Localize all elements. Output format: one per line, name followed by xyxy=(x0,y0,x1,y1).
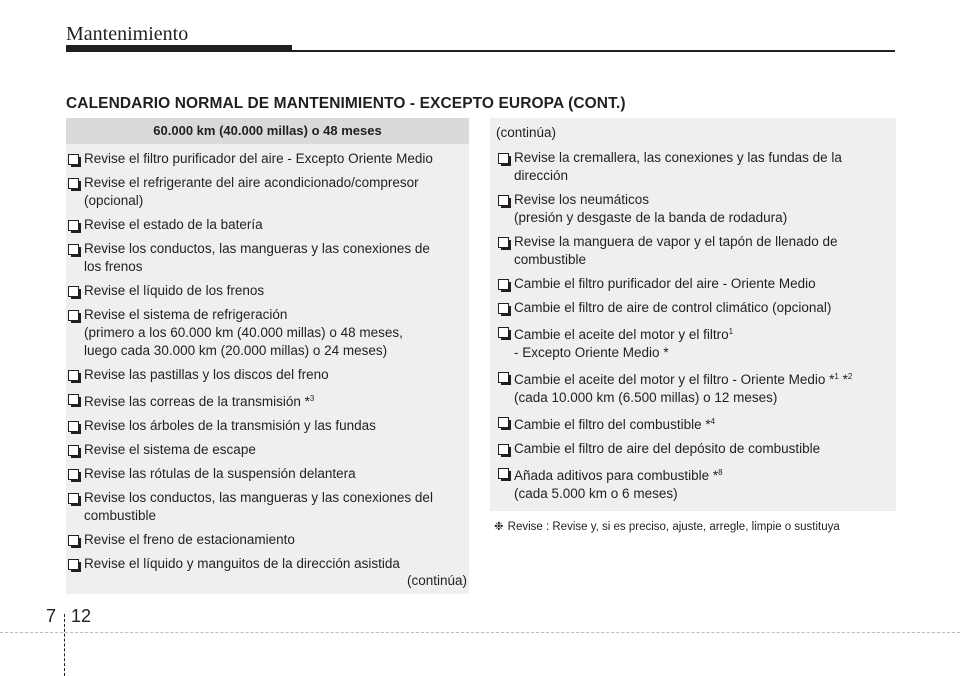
checklist-item-text: Revise los neumáticos xyxy=(514,192,650,207)
footnote-ref: 2 xyxy=(847,372,853,381)
checkbox-icon xyxy=(68,220,79,231)
checklist-item-text: Revise la manguera de vapor y el tapón de llenado de xyxy=(514,234,838,249)
checklist-item-text: los frenos xyxy=(84,259,143,274)
checklist-item xyxy=(66,216,469,234)
checklist-item-text: combustible xyxy=(514,252,587,267)
checklist-item-text: dirección xyxy=(514,168,569,183)
checklist-item xyxy=(66,240,469,276)
checklist-item-text: Cambie el filtro de aire de control climático (opcional) xyxy=(514,300,832,315)
checkbox-icon xyxy=(498,195,509,206)
checklist-item xyxy=(66,282,469,300)
checklist-item xyxy=(496,440,896,458)
footer-rule xyxy=(0,632,960,633)
checklist-item xyxy=(66,417,469,435)
checklist-item-text: Cambie el filtro de aire del depósito de combustible xyxy=(514,441,821,456)
checklist-item-text: Revise el sistema de refrigeración xyxy=(84,307,288,322)
checklist-item xyxy=(66,555,469,573)
header-rule-accent xyxy=(66,45,292,52)
checklist-item-text: Revise las correas de la transmisión *$^3$ xyxy=(84,394,315,409)
checklist-item-text: Cambie el aceite del motor y el filtro$^1$ xyxy=(514,327,734,342)
footnote-ref: 3 xyxy=(309,394,315,403)
checklist-item-text: Revise el sistema de escape xyxy=(84,442,256,457)
interval-heading: 60.000 km (40.000 millas) o 48 meses xyxy=(66,118,469,144)
checklist-item xyxy=(496,149,896,185)
maintenance-list-left xyxy=(66,144,469,573)
checklist-item xyxy=(496,413,896,434)
checklist-item xyxy=(66,150,469,168)
checkbox-icon xyxy=(498,327,509,338)
checklist-item-text: Revise el refrigerante del aire acondicionado/compresor xyxy=(84,175,419,190)
checklist-item-text: (opcional) xyxy=(84,193,144,208)
checklist-item-text: luego cada 30.000 km (20.000 millas) o 24 meses) xyxy=(84,343,388,358)
footnote-mark: ❉ xyxy=(494,521,504,533)
checklist-item-text: Cambie el filtro del combustible *$^4$ xyxy=(514,417,716,432)
checkbox-icon xyxy=(68,286,79,297)
checkbox-icon xyxy=(498,417,509,428)
checklist-item-text: Añada aditivos para combustible *$^8$ xyxy=(514,468,723,483)
checklist-item xyxy=(66,366,469,384)
checklist-item xyxy=(496,323,896,362)
checklist-item-text: Revise las rótulas de la suspensión delantera xyxy=(84,466,356,481)
checkbox-icon xyxy=(68,244,79,255)
checkbox-icon xyxy=(68,445,79,456)
checklist-item xyxy=(496,191,896,227)
checklist-item xyxy=(496,233,896,269)
checklist-item-text: Revise los árboles de la transmisión y las fundas xyxy=(84,418,376,433)
checklist-item-text: (primero a los 60.000 km (40.000 millas) o 48 meses, xyxy=(84,325,403,340)
checklist-item-text: Revise el líquido y manguitos de la dirección asistida xyxy=(84,556,400,571)
maintenance-panel-right xyxy=(490,118,896,511)
checklist-item-text: Revise el filtro purificador del aire - Excepto Oriente Medio xyxy=(84,151,433,166)
checklist-item xyxy=(66,531,469,549)
checkbox-icon xyxy=(68,493,79,504)
footnote-ref: 1 xyxy=(728,327,734,336)
checklist-item-text: Revise el freno de estacionamiento xyxy=(84,532,295,547)
checklist-item-text: Revise el estado de la batería xyxy=(84,217,263,232)
page-number: 12 xyxy=(71,606,92,626)
checklist-item-text: Cambie el filtro purificador del aire - Oriente Medio xyxy=(514,276,816,291)
checkbox-icon xyxy=(498,279,509,290)
checklist-item xyxy=(496,275,896,293)
checklist-item xyxy=(66,489,469,525)
checklist-item xyxy=(66,390,469,411)
checkbox-icon xyxy=(68,310,79,321)
checkbox-icon xyxy=(68,154,79,165)
checkbox-icon xyxy=(68,421,79,432)
maintenance-list-right xyxy=(490,142,896,503)
checklist-item xyxy=(496,299,896,317)
continued-label: (continúa) xyxy=(406,573,467,588)
checklist-item-text: - Excepto Oriente Medio * xyxy=(514,345,669,360)
checkbox-icon xyxy=(68,178,79,189)
checklist-item-text: Revise los conductos, las mangueras y las conexiones del xyxy=(84,490,433,505)
checkbox-icon xyxy=(498,468,509,479)
footnote xyxy=(494,519,840,533)
checkbox-icon xyxy=(68,559,79,570)
checklist-item-text: Revise la cremallera, las conexiones y las fundas de la xyxy=(514,150,842,165)
checklist-item xyxy=(66,306,469,360)
chapter-number: 7 xyxy=(46,606,57,626)
checklist-item-text: combustible xyxy=(84,508,157,523)
checklist-item-text: (cada 5.000 km o 6 meses) xyxy=(514,486,678,501)
checkbox-icon xyxy=(68,469,79,480)
checkbox-icon xyxy=(498,444,509,455)
maintenance-panel-left xyxy=(66,118,469,594)
checklist-item-text: (cada 10.000 km (6.500 millas) o 12 meses) xyxy=(514,390,778,405)
checkbox-icon xyxy=(498,303,509,314)
page-header-title: Mantenimiento xyxy=(66,23,189,45)
checklist-item-text: Revise las pastillas y los discos del freno xyxy=(84,367,329,382)
checkbox-icon xyxy=(68,394,79,405)
checklist-item xyxy=(66,465,469,483)
checkbox-icon xyxy=(498,237,509,248)
checklist-item xyxy=(496,368,896,407)
footnote-ref: 4 xyxy=(710,417,716,426)
section-title: CALENDARIO NORMAL DE MANTENIMIENTO - EXCEPTO EUROPA (CONT.) xyxy=(66,95,626,112)
checklist-item xyxy=(66,174,469,210)
checklist-item-text: Cambie el aceite del motor y el filtro - Oriente Medio *$^1$ *$^2$ xyxy=(514,372,853,387)
checklist-item xyxy=(496,464,896,503)
footnote-ref: 1 xyxy=(834,372,839,381)
footnote-text: Revise : Revise y, si es preciso, ajuste, arregle, limpie o sustituya xyxy=(507,521,840,533)
checkbox-icon xyxy=(68,370,79,381)
checkbox-icon xyxy=(498,372,509,383)
footnote-ref: 8 xyxy=(718,468,723,477)
checkbox-icon xyxy=(68,535,79,546)
checklist-item-text: Revise los conductos, las mangueras y las conexiones de xyxy=(84,241,430,256)
checklist-item-text: Revise el líquido de los frenos xyxy=(84,283,265,298)
checklist-item xyxy=(66,441,469,459)
checkbox-icon xyxy=(498,153,509,164)
page-separator xyxy=(64,614,65,676)
continued-label: (continúa) xyxy=(496,125,557,140)
checklist-item-text: (presión y desgaste de la banda de rodadura) xyxy=(514,210,788,225)
